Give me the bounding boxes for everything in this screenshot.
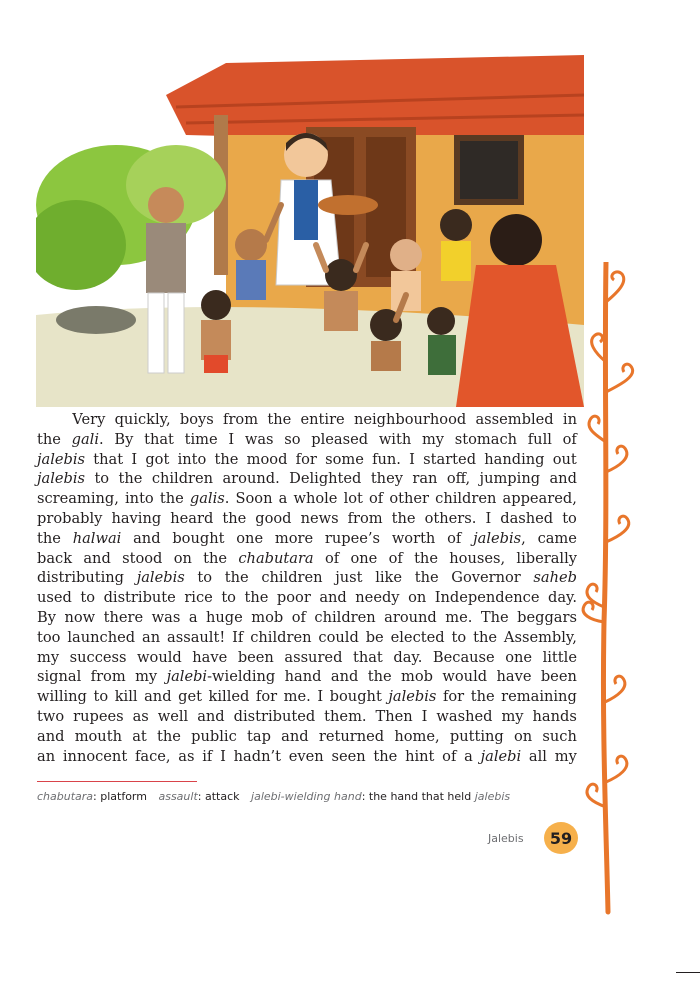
text-word: was — [244, 430, 274, 448]
text-word: hadn’t — [233, 747, 281, 765]
text-word: and — [549, 470, 577, 488]
text-line — [37, 509, 577, 529]
text-word: off, — [446, 470, 471, 488]
text-word: I — [317, 688, 324, 706]
text-word: I — [220, 747, 226, 765]
text-word: to — [197, 569, 213, 587]
decorative-vine-icon — [578, 262, 658, 922]
text-word: quickly, — [114, 411, 171, 428]
text-word: jalebis — [136, 569, 185, 587]
text-word: distributed — [233, 707, 316, 725]
text-word: to — [93, 688, 109, 706]
text-word: in — [562, 411, 577, 428]
text-word: and — [197, 707, 225, 725]
text-word: Assembly, — [503, 628, 577, 646]
text-word: I — [228, 430, 235, 448]
text-line — [37, 707, 577, 727]
text-word: rupee’s — [324, 529, 381, 547]
text-word: now — [64, 608, 96, 626]
text-word: been — [237, 648, 274, 666]
text-word: got — [145, 450, 170, 468]
text-word: to — [221, 589, 236, 607]
text-word: appeared, — [502, 490, 577, 508]
text-word: children — [151, 470, 214, 488]
text-word: like — [375, 569, 403, 587]
text-word: the — [203, 549, 228, 567]
text-line — [37, 687, 577, 707]
text-word: elected — [390, 628, 445, 646]
text-word: an — [142, 628, 161, 646]
text-line — [37, 727, 577, 747]
text-word: galis. — [189, 490, 230, 508]
text-word: good — [255, 509, 292, 527]
text-word: me. — [445, 608, 473, 626]
text-word: children — [314, 608, 376, 626]
text-line — [37, 549, 577, 569]
text-word: was — [151, 608, 181, 626]
text-word: of — [562, 430, 577, 448]
text-word: the — [157, 727, 181, 745]
text-word: time — [184, 430, 218, 448]
text-word: The — [480, 608, 509, 626]
text-word: children — [435, 490, 497, 508]
text-word: that — [144, 430, 174, 448]
page-corner-mark — [676, 972, 700, 973]
text-word: launched — [67, 628, 136, 646]
text-word: worth — [391, 529, 436, 547]
text-word: fun. — [372, 450, 401, 468]
text-word: to — [80, 589, 96, 607]
text-word: others. — [424, 509, 477, 527]
text-word: Independence — [434, 589, 540, 607]
text-word: with — [378, 430, 412, 448]
text-word: be — [365, 628, 384, 646]
text-word: just — [335, 569, 363, 587]
text-word: mood — [246, 450, 288, 468]
text-word: the — [37, 430, 61, 448]
text-line — [37, 628, 577, 648]
text-word: such — [542, 727, 577, 745]
text-line — [37, 588, 577, 608]
text-word: could — [318, 628, 359, 646]
text-word: would — [442, 668, 488, 686]
text-word: I — [485, 509, 492, 527]
text-word: kill — [114, 688, 138, 706]
text-word: Soon — [235, 490, 273, 508]
text-word: day. — [548, 589, 577, 607]
text-word: the — [118, 470, 143, 488]
text-word: if — [202, 747, 213, 765]
text-word: of — [388, 549, 403, 567]
text-word: jalebis — [37, 450, 86, 468]
text-word: chabutara — [238, 549, 314, 567]
text-word: face, — [134, 747, 171, 765]
glossary-definition: : platform — [93, 790, 147, 803]
text-word: the — [367, 668, 392, 686]
text-word: ran — [412, 470, 438, 488]
text-word: too — [37, 628, 61, 646]
text-word: and — [37, 727, 65, 745]
text-word: assembled — [475, 411, 554, 428]
text-word: the — [37, 529, 61, 547]
text-word: houses, — [449, 549, 506, 567]
text-word: of — [291, 608, 306, 626]
text-word: to — [94, 470, 110, 488]
text-word: to — [562, 509, 577, 527]
text-line — [37, 489, 577, 509]
text-word: even — [288, 747, 324, 765]
text-word: seen — [331, 747, 366, 765]
text-word: poor — [276, 589, 311, 607]
text-word: killed — [208, 688, 250, 706]
glossary-term: assault — [158, 790, 198, 803]
text-word: and — [330, 668, 359, 686]
text-word: full — [527, 430, 552, 448]
text-word: have — [496, 668, 532, 686]
text-word: remaining — [501, 688, 577, 706]
text-line — [37, 667, 577, 687]
text-word: returned — [318, 727, 385, 745]
text-word: one — [236, 529, 264, 547]
text-word: one — [350, 549, 378, 567]
text-word: as — [132, 707, 149, 725]
text-word: on — [408, 589, 427, 607]
text-word: bought — [172, 529, 225, 547]
text-word: me. — [283, 688, 311, 706]
text-word: I — [131, 450, 138, 468]
text-word: lot — [343, 490, 363, 508]
text-word: my — [37, 648, 60, 666]
text-word: the — [373, 747, 398, 765]
text-word: hand — [284, 668, 322, 686]
text-word: and — [144, 688, 172, 706]
text-word: children — [261, 569, 323, 587]
text-word: my — [501, 707, 524, 725]
text-word: the — [244, 589, 269, 607]
text-word: so — [284, 430, 301, 448]
text-word: have — [192, 648, 228, 666]
footnote-rule — [37, 781, 197, 782]
text-word: for — [442, 688, 465, 706]
text-word: and — [133, 529, 161, 547]
text-word: hands — [532, 707, 577, 725]
text-word: my — [135, 668, 158, 686]
text-word: around — [384, 608, 437, 626]
text-word: dashed — [500, 509, 554, 527]
text-word: some — [325, 450, 364, 468]
text-line — [37, 529, 577, 549]
text-word: huge — [206, 608, 243, 626]
text-word: stomach — [454, 430, 518, 448]
text-word: mouth — [74, 727, 122, 745]
text-word: hint — [405, 747, 435, 765]
text-word: children — [250, 628, 312, 646]
text-word: liberally — [516, 549, 577, 567]
text-word: at — [132, 727, 147, 745]
text-word: heard — [170, 509, 214, 527]
text-line — [37, 469, 577, 489]
text-word: of — [442, 747, 457, 765]
text-word: and — [319, 589, 347, 607]
text-word: my — [421, 430, 445, 448]
text-word: saheb — [533, 569, 577, 587]
text-word: distributing — [37, 569, 125, 587]
text-word: willing — [37, 688, 87, 706]
text-word: the — [159, 490, 184, 508]
text-word: mob — [401, 668, 433, 686]
text-word: needy — [355, 589, 400, 607]
text-word: public — [191, 727, 237, 745]
text-word: came — [537, 529, 577, 547]
text-word: screaming, — [37, 490, 119, 508]
text-word: jalebis — [388, 688, 437, 706]
text-word: day. — [393, 648, 423, 666]
text-word: jalebis, — [473, 529, 526, 547]
text-word: that — [352, 648, 383, 666]
text-word: the — [214, 450, 239, 468]
text-word: gali. — [71, 430, 104, 448]
text-word: to — [451, 628, 467, 646]
text-word: assault! — [167, 628, 226, 646]
text-line — [37, 568, 577, 588]
text-word: home, — [394, 727, 440, 745]
text-word: washed — [436, 707, 493, 725]
text-word: been — [540, 668, 577, 686]
text-word: beggars — [517, 608, 577, 626]
text-word: of — [324, 549, 340, 567]
text-word: get — [178, 688, 202, 706]
text-word: the — [470, 688, 495, 706]
text-word: signal — [37, 668, 82, 686]
text-word: probably — [37, 509, 103, 527]
text-line — [37, 430, 577, 450]
text-word: halwai — [72, 529, 122, 547]
text-word: putting — [449, 727, 504, 745]
text-word: a — [188, 608, 198, 626]
text-word: Very — [72, 411, 106, 428]
text-word: I — [409, 450, 415, 468]
text-word: tap — [247, 727, 271, 745]
text-word: the — [391, 509, 416, 527]
text-word: rice — [184, 589, 213, 607]
text-word: one — [505, 648, 533, 666]
text-line — [37, 747, 577, 767]
text-line — [37, 410, 577, 430]
text-word: would — [137, 648, 182, 666]
text-word: having — [111, 509, 162, 527]
text-word: my — [554, 747, 577, 765]
text-word: jumping — [479, 470, 541, 488]
text-word: pleased — [311, 430, 369, 448]
text-word: other — [389, 490, 430, 508]
text-word: well — [157, 707, 189, 725]
text-word: distribute — [103, 589, 176, 607]
text-word: a — [278, 490, 288, 508]
text-word: jalebi — [480, 747, 522, 765]
text-word: jalebi-wielding — [166, 668, 276, 686]
text-word: innocent — [62, 747, 128, 765]
text-word: an — [37, 747, 56, 765]
glossary-definition-italic: jalebis — [474, 790, 511, 803]
text-word: rupees — [73, 707, 124, 725]
text-word: Because — [432, 648, 495, 666]
text-word: the — [473, 628, 497, 646]
text-word: for — [295, 450, 317, 468]
text-word: bought — [329, 688, 382, 706]
text-word: little — [542, 648, 577, 666]
text-word: By — [37, 608, 56, 626]
page-number-badge — [544, 822, 578, 854]
text-word: the — [414, 549, 438, 567]
text-word: of — [447, 529, 462, 547]
text-word: back — [37, 549, 73, 567]
text-word: them. — [324, 707, 367, 725]
text-word: Then — [375, 707, 413, 725]
text-word: neighbourhood — [353, 411, 467, 428]
text-word: into — [125, 490, 154, 508]
story-paragraph — [37, 410, 577, 766]
text-word: from — [223, 411, 259, 428]
text-word: the — [414, 569, 439, 587]
text-word: whole — [293, 490, 338, 508]
text-word: Governor — [451, 569, 521, 587]
glossary-footnote — [37, 790, 510, 803]
text-word: all — [528, 747, 547, 765]
text-word: around. — [222, 470, 280, 488]
text-word: the — [222, 509, 247, 527]
text-word: entire — [300, 411, 345, 428]
children-receiving-jalebis-illustration — [36, 55, 584, 407]
text-word: that — [93, 450, 124, 468]
glossary-term: jalebi-wielding hand — [251, 790, 362, 803]
text-word: stood — [122, 549, 163, 567]
text-word: assured — [284, 648, 343, 666]
text-word: there — [103, 608, 144, 626]
text-line — [37, 608, 577, 628]
text-word: By — [114, 430, 134, 448]
running-footer-title: Jalebis — [488, 832, 524, 845]
text-word: and — [83, 549, 111, 567]
text-word: started — [423, 450, 477, 468]
text-word: and — [281, 727, 309, 745]
text-word: on — [173, 549, 192, 567]
text-word: jalebis — [37, 470, 86, 488]
glossary-definition: : the hand that held — [361, 790, 475, 803]
text-word: from — [90, 668, 126, 686]
text-word: I — [421, 707, 428, 725]
text-word: the — [267, 411, 292, 428]
story-illustration — [36, 55, 584, 407]
text-word: handing — [484, 450, 545, 468]
text-word: boys — [179, 411, 214, 428]
text-word: success — [69, 648, 127, 666]
glossary-definition: : attack — [197, 790, 240, 803]
text-word: on — [513, 727, 533, 745]
text-word: used — [37, 589, 72, 607]
text-word: Delighted — [289, 470, 362, 488]
text-word: into — [177, 450, 207, 468]
text-word: a — [464, 747, 473, 765]
glossary-term: chabutara — [37, 790, 94, 803]
text-word: of — [369, 490, 384, 508]
text-line — [37, 648, 577, 668]
text-word: as — [178, 747, 195, 765]
text-word: they — [370, 470, 403, 488]
text-word: news — [300, 509, 339, 527]
text-word: out — [552, 450, 577, 468]
page-number: 59 — [549, 828, 573, 848]
text-word: If — [232, 628, 244, 646]
text-word: the — [224, 569, 249, 587]
text-word: mob — [251, 608, 284, 626]
text-word: more — [274, 529, 314, 547]
text-word: from — [347, 509, 383, 527]
text-line — [37, 450, 577, 470]
text-word: two — [37, 707, 65, 725]
text-word: for — [255, 688, 278, 706]
